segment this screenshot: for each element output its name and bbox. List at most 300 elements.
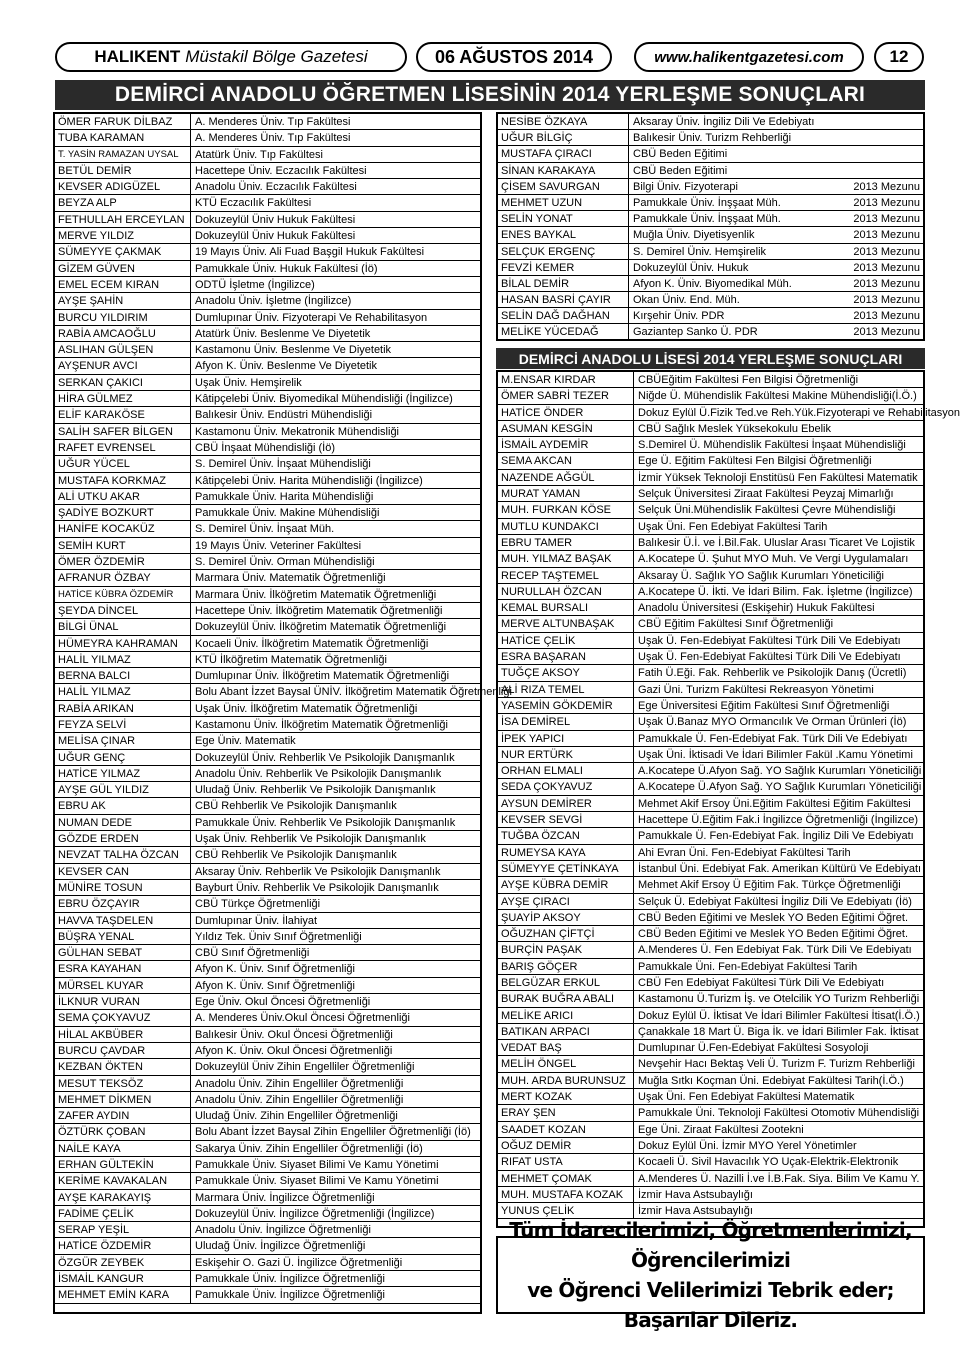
placement-school: CBÜ Rehberlik Ve Psikolojik Danışmanlık [195, 849, 397, 862]
website-link[interactable]: www.halikentgazetesi.com [654, 48, 844, 66]
table-row [498, 942, 923, 958]
student-name: EBRU AK [55, 798, 191, 813]
placement-school: Dumlupınar Ü.Fen-Edebiyat Fakültesi Sosyoloji [638, 1042, 869, 1055]
table-row [498, 682, 923, 698]
placement-school: Bayburt Üniv. Rehberlik Ve Psikolojik Danışmanlık [195, 881, 439, 894]
student-name: SELİN YONAT [498, 211, 629, 226]
placement-school: A.Kocatepe Ü.Afyon Sağ. YO Sağlık Kurumları Yöneticiliği [638, 765, 922, 778]
table-row [498, 877, 923, 893]
placement-school: 19 Mayıs Üniv. Ali Fuad Başgil Hukuk Fakültesi [195, 246, 425, 259]
placement-school: Selçuk Ü. Edebiyat Fakültesi İngiliz Dili Ve Edebiyatı (İö) [638, 895, 912, 908]
student-name: SELİN DAĞ DAĞHAN [498, 308, 629, 323]
placement-school: Anadolu Üniv. Zihin Engelliler Öğretmenliği [195, 1077, 404, 1090]
table-row [55, 473, 480, 489]
table-row [498, 502, 923, 518]
placement-school: Balıkesir Ü.İ. ve İ.Bil.Fak. Uluslar Arası Ticaret Ve Lojistik [638, 536, 915, 549]
placement-school: Dumlupınar Üniv. İlköğretim Matematik Öğretmenliği [195, 670, 450, 683]
student-name: BİLAL DEMİR [498, 276, 629, 291]
placement-school: Nevşehir Hacı Bektaş Veli Ü. Turizm F. Turizm Rehberliği [638, 1058, 915, 1071]
placement-school [629, 211, 923, 226]
student-name: EMEL ECEM KIRAN [55, 277, 191, 292]
student-name: BERNA BALCI [55, 668, 191, 683]
student-name: İLKNUR VURAN [55, 994, 191, 1009]
congratulations-line-1: Tüm İdarecilerimizi, Öğretmenlerimizi, Öğrencilerimizi [509, 1218, 912, 1272]
graduate-note: 2013 Mezunu [853, 213, 920, 226]
student-name: UĞUR GENÇ [55, 750, 191, 765]
table-row [55, 1255, 480, 1271]
placement-school: Pamukkale Ü. Fen-Edebiyat Fak. Türk Dili Ve Edebiyatı [638, 732, 908, 745]
student-name: YASEMİN GÖKDEMİR [498, 698, 634, 713]
student-name: ÇİSEM SAVURGAN [498, 179, 629, 194]
placement-school: Dokuzeylül Üniv. Rehberlik Ve Psikolojik Danışmanlık [195, 751, 455, 764]
table-row [55, 261, 480, 277]
placement-school: Uşak Üni. Fen Edebiyat Fakültesi Matematik [638, 1091, 855, 1104]
table-row [55, 1141, 480, 1157]
school-name: Aksaray Üniv. İngiliz Dili Ve Edebiyatı [633, 116, 815, 128]
student-name: MUH. ARDA BURUNSUZ [498, 1073, 634, 1088]
student-name: AYŞE KARAKAYIŞ [55, 1190, 191, 1205]
table-row [498, 324, 923, 340]
student-name: SALİH SAFER BİLGEN [55, 424, 191, 439]
student-name: SİNAN KARAKAYA [498, 163, 629, 178]
website-pill[interactable] [634, 42, 864, 72]
placement-school: S. Demirel Üniv. Orman Mühendisliği [195, 556, 375, 569]
table-row [498, 633, 923, 649]
table-row [55, 896, 480, 912]
table-row [55, 391, 480, 407]
student-name: MÜNİRE TOSUN [55, 880, 191, 895]
placement-school: S. Demirel Üniv. İnşaat Müh. [195, 523, 335, 536]
student-name: RUMEYSA KAYA [498, 845, 634, 860]
school-name: Muğla Üniv. Diyetisyenlik [633, 229, 755, 242]
table-row [55, 782, 480, 798]
placement-school: Selçuk Üni.Mühendislik Fakültesi Çevre Mühendisliği [638, 504, 896, 517]
table-row [498, 1187, 923, 1203]
student-name: BURÇİN PAŞAK [498, 942, 634, 957]
table-row [55, 163, 480, 179]
table-row [55, 1027, 480, 1043]
placement-school [629, 195, 923, 210]
table-row [498, 405, 960, 421]
placement-school: Uludağ Üniv. Zihin Engelliler Öğretmenliği [195, 1110, 398, 1123]
placement-school: Aksaray Üniv. Rehberlik Ve Psikolojik Danışmanlık [195, 865, 441, 878]
placement-school: CBÜ İnşaat Mühendisliği (İö) [195, 441, 336, 454]
placement-school: Dokuzeylül Üniv Hukuk Fakültesi [195, 230, 356, 243]
placement-school: Atatürk Üniv. Tıp Fakültesi [195, 148, 323, 161]
placement-school: Marmara Üniv. Matematik Öğretmenliği [195, 572, 386, 585]
student-name: MELİKE YÜCEDAĞ [498, 324, 629, 339]
school-name: Kırşehir Üniv. PDR [633, 310, 725, 323]
table-row [498, 179, 923, 195]
table-row [498, 1138, 923, 1154]
table-row [498, 665, 923, 681]
student-name: MUH. MUSTAFA KOZAK [498, 1187, 634, 1202]
placement-school: A.Menderes Ü. Nazilli İ.ve İ.B.Fak. Siya. Bilim Ve Kamu Y. [638, 1172, 920, 1185]
table-row [498, 1154, 923, 1170]
table-row [498, 163, 923, 179]
placement-school: Kocaeli Ü. Sivil Havacılık YO Uçak-Elektrik-Elektronik [638, 1156, 899, 1169]
student-name: VEDAT BAŞ [498, 1040, 634, 1055]
placement-school: Kocaeli Üniv. İlköğretim Matematik Öğretmenliği [195, 637, 429, 650]
table-row [498, 453, 923, 469]
table-row [55, 179, 480, 195]
table-row [498, 421, 923, 437]
student-name: NAZENDE AĞGÜL [498, 470, 634, 485]
table-row [498, 926, 923, 942]
student-name: İPEK YAPICI [498, 731, 634, 746]
placement-school: A. Menderes Üniv. Tıp Fakültesi [195, 132, 351, 145]
placement-school: Yıldız Tek. Üniv Sınıf Öğretmenliği [195, 930, 362, 943]
student-name: ŞEYDA DİNCEL [55, 603, 191, 618]
table-row [55, 424, 480, 440]
results-table-graduates [496, 112, 925, 341]
table-row [55, 652, 480, 668]
table-row [498, 910, 923, 926]
student-name: MELİH ÖNGEL [498, 1056, 634, 1071]
placement-school: Pamukkale Üniv. Siyaset Bilimi Ve Kamu Yönetimi [195, 1159, 439, 1171]
table-row [55, 880, 480, 896]
placement-school: Uşak Üniv. Hemşirelik [195, 376, 302, 389]
table-row [498, 292, 923, 308]
placement-school: Pamukkale Ü. Fen-Edebiyat Fak. İngiliz Dili Ve Edebiyatı [638, 830, 914, 843]
student-name: AYŞE GÜL YILDIZ [55, 782, 191, 797]
placement-school: Uşak Üni. İktisadi Ve İdari Bilimler Fakül .Kamu Yönetimi [638, 748, 913, 761]
placement-school: Uşak Üniv. İlköğretim Matematik Öğretmenliği [195, 702, 418, 715]
graduate-note: 2013 Mezunu [853, 294, 920, 307]
student-name: KEVSER SEVGİ [498, 812, 634, 827]
table-row [498, 568, 923, 584]
table-row [55, 847, 480, 863]
graduate-note: 2013 Mezunu [853, 229, 920, 242]
student-name: GÖZDE ERDEN [55, 831, 191, 846]
table-row [498, 519, 923, 535]
placement-school [629, 146, 923, 161]
placement-school: Aksaray Ü. Sağlık YO Sağlık Kurumları Yöneticiliği [638, 569, 884, 582]
placement-school: CBÜ Sağlık Meslek Yüksekokulu Ebelik [638, 422, 831, 435]
table-row [55, 961, 480, 977]
student-name: HATİCE ÇELİK [498, 633, 634, 648]
placement-school: Ahi Evran Üni. Fen-Edebiyat Fakültesi Tarih [638, 846, 851, 859]
placement-school: Kastamonu Üniv. Mekatronik Mühendisliği [195, 425, 399, 438]
placement-school: Kâtipçelebi Üniv. Biyomedikal Mühendisliği (İngilizce) [195, 393, 453, 406]
placement-school: Pamukkale Üni. Teknoloji Fakültesi Otomotiv Mühendisliği [638, 1107, 920, 1120]
placement-school: Eskişehir O. Gazi Ü. İngilizce Öğretmenliği [195, 1256, 403, 1269]
student-name: TUĞBA ÖZCAN [498, 828, 634, 843]
student-name: NAİLE KAYA [55, 1141, 191, 1156]
school-name: Okan Üniv. End. Müh. [633, 294, 740, 307]
student-name: ÖZGÜR ZEYBEK [55, 1255, 191, 1270]
table-row [498, 486, 923, 502]
placement-school: Ege Üniv. Okul Öncesi Öğretmenliği [195, 996, 371, 1009]
placement-school: A.Kocatepe Ü. Şuhut MYO Muh. Ve Vergi Uygulamaları [638, 553, 909, 566]
table-row [498, 1040, 923, 1056]
table-row [55, 636, 480, 652]
table-row [498, 130, 923, 146]
table-row [498, 812, 923, 828]
placement-school [629, 244, 923, 259]
placement-school: Marmara Üniv. İngilizce Öğretmenliği [195, 1191, 375, 1204]
placement-school: Uşak Ü.Banaz MYO Ormancılık Ve Orman Ürünleri (İö) [638, 716, 907, 729]
student-name: M.ENSAR KIRDAR [498, 372, 634, 387]
student-name: ÖZTÜRK ÇOBAN [55, 1124, 191, 1139]
placement-school: S. Demirel Üniv. İnşaat Mühendisliği [195, 458, 371, 471]
school-name: Dokuzeylül Üniv. Hukuk [633, 261, 749, 274]
student-name: BELGÜZAR ERKUL [498, 975, 634, 990]
student-name: RAFET EVRENSEL [55, 440, 191, 455]
masthead-pill [55, 42, 407, 72]
table-row [55, 766, 480, 782]
student-name: UĞUR BİLGİÇ [498, 130, 629, 145]
student-name: KEVSER ADIGÜZEL [55, 179, 191, 194]
table-row [498, 1122, 923, 1138]
table-row [498, 1056, 923, 1072]
student-name: NEVZAT TALHA ÖZCAN [55, 847, 191, 862]
placement-school: Selçuk Üniversitesi Ziraat Fakültesi Peyzaj Mimarlığı [638, 488, 894, 501]
student-name: RABİA ARIKAN [55, 701, 191, 716]
placement-school: Anadolu Üniv. Eczacılık Fakültesi [195, 181, 357, 194]
student-name: AFRANUR ÖZBAY [55, 570, 191, 585]
student-name: MELİKE ARICI [498, 1008, 634, 1023]
student-name: ERAY ŞEN [498, 1105, 634, 1120]
table-row [498, 779, 923, 795]
placement-school: A.Kocatepe Ü. İkti. Ve İdari Bilim. Fak. İşletme (İngilizce) [638, 585, 913, 598]
student-name: ELİF KARAKÖSE [55, 407, 191, 422]
student-name: SERAP YEŞİL [55, 1222, 191, 1237]
placement-school: Balıkesir Üniv. Okul Öncesi Öğretmenliği [195, 1028, 393, 1041]
placement-school: Ege Üniv. Matematik [195, 735, 296, 748]
placement-school: Gazi Üni. Turizm Fakültesi Rekreasyon Yönetimi [638, 683, 874, 696]
issue-date: 06 AĞUSTOS 2014 [434, 46, 594, 67]
table-row [55, 929, 480, 945]
table-row [55, 1173, 480, 1189]
table-row [55, 358, 480, 374]
placement-school: Uşak Üniv. Rehberlik Ve Psikolojik Danışmanlık [195, 833, 426, 846]
table-row [498, 828, 923, 844]
table-row [498, 975, 923, 991]
table-row [55, 277, 480, 293]
student-name: HATİCE ÖNDER [498, 405, 634, 420]
table-row [55, 619, 480, 635]
student-name: HİRA GÜLMEZ [55, 391, 191, 406]
student-name: NUMAN DEDE [55, 815, 191, 830]
placement-school [629, 276, 923, 291]
placement-school: Hacettepe Ü.Eğitim Fak.i İngilizce Öğretmenliği (İngilizce) [638, 814, 918, 827]
table-row [498, 763, 923, 779]
table-row [498, 437, 923, 453]
placement-school: Dokuzeylül Üniv. İngilizce Öğretmenliği (İngilizce) [195, 1207, 435, 1220]
placement-school: Dokuzeylül Üniv Zihin Engelliler Öğretmenliği [195, 1061, 415, 1074]
table-row [55, 1287, 480, 1303]
student-name: MEHMET EMİN KARA [55, 1287, 191, 1302]
placement-school: Pamukkale Üniv. Harita Mühendisliği [195, 490, 374, 503]
student-name: NURULLAH ÖZCAN [498, 584, 634, 599]
student-name: FEYZA SELVİ [55, 717, 191, 732]
table-row [55, 375, 480, 391]
table-row [498, 535, 923, 551]
student-name: MEHMET UZUN [498, 195, 629, 210]
student-name: BURAK BUĞRA ABALI [498, 991, 634, 1006]
placement-school: Mehmet Akif Ersoy Üni.Eğitim Fakültesi Eğitim Fakültesi [638, 797, 911, 810]
placement-school: Ege Üniversitesi Eğitim Fakültesi Sınıf Öğretmenliği [638, 699, 890, 712]
placement-school [629, 114, 923, 129]
table-row [55, 521, 480, 537]
table-row [55, 978, 480, 994]
placement-school: Kâtipçelebi Üniv. Harita Mühendisliği (İngilizce) [195, 474, 423, 487]
graduate-note: 2013 Mezunu [853, 310, 920, 323]
results-table-anadolu-lisesi [496, 370, 960, 1228]
student-name: ZAFER AYDIN [55, 1108, 191, 1123]
placement-school: Uşak Üni. Fen Edebiyat Fakültesi Tarih [638, 520, 828, 533]
student-name: SEMİH KURT [55, 538, 191, 553]
school-name: CBÜ Beden Eğitimi [633, 164, 728, 177]
student-name: GİZEM GÜVEN [55, 261, 191, 276]
student-name: ALİ UTKU AKAR [55, 489, 191, 504]
table-row [55, 798, 480, 814]
table-row [498, 146, 923, 162]
table-row [55, 293, 480, 309]
table-row [498, 211, 923, 227]
placement-school: Uşak Ü. Fen-Edebiyat Fakültesi Türk Dili Ve Edebiyatı [638, 651, 901, 664]
placement-school: Sakarya Üniv. Zihin Engelliler Öğretmenliği (İö) [195, 1142, 423, 1155]
student-name: GÜLHAN SEBAT [55, 945, 191, 960]
placement-school: Dokuz Eylül Ü.Fizik Ted.ve Reh.Yük.Fizyoterapi ve Rehabilitasyon [638, 406, 960, 419]
graduate-note: 2013 Mezunu [853, 196, 920, 209]
table-row [498, 244, 923, 260]
placement-school [629, 308, 923, 323]
student-name: KERİME KAVAKALAN [55, 1173, 191, 1188]
table-row [55, 864, 480, 880]
placement-school: Hacettepe Üniv. İlköğretim Matematik Öğretmenliği [195, 604, 443, 617]
placement-school: Afyon K. Üniv. Sınıf Öğretmenliği [195, 963, 355, 976]
student-name: AYŞE KÜBRA DEMİR [498, 877, 634, 892]
student-name: FADİME ÇELİK [55, 1206, 191, 1221]
student-name: UĞUR YÜCEL [55, 456, 191, 471]
placement-school: Bolu Abant İzzet Baysal Zihin Engelliler Öğretmenliği (İö) [195, 1126, 471, 1139]
student-name: MERVE ALTUNBAŞAK [498, 616, 634, 631]
table-row [498, 714, 923, 730]
student-name: FETHULLAH ERCEYLAN [55, 212, 191, 227]
placement-school: Uludağ Üniv. Rehberlik Ve Psikolojik Danışmanlık [195, 784, 436, 797]
placement-school: KTÜ İlköğretim Matematik Öğretmenliği [195, 653, 387, 666]
placement-school: Pamukkale Üniv. İngilizce Öğretmenliği [195, 1289, 385, 1302]
placement-school: Uşak Ü. Fen-Edebiyat Fakültesi Türk Dili Ve Edebiyatı [638, 634, 901, 647]
student-name: ERHAN GÜLTEKİN [55, 1157, 191, 1172]
student-name: SELÇUK ERGENÇ [498, 244, 629, 259]
table-row [55, 994, 480, 1010]
student-name: RECEP TAŞTEMEL [498, 568, 634, 583]
placement-school: CBÜ Eğitim Fakültesi Sınıf Öğretmenliği [638, 618, 834, 631]
student-name: KEVSER CAN [55, 864, 191, 879]
table-row [498, 796, 923, 812]
student-name: BURCU YILDIRIM [55, 310, 191, 325]
student-name: ÖMER FARUK DİLBAZ [55, 114, 191, 129]
student-name: NUR ERTÜRK [498, 747, 634, 762]
school-name: Balıkesir Üniv. Turizm Rehberliği [633, 132, 792, 145]
table-row [55, 1206, 480, 1222]
student-name: ALİ RIZA TEMEL [498, 682, 634, 697]
student-name: MERVE YILDIZ [55, 228, 191, 243]
congratulations-box [496, 1218, 925, 1332]
student-name: HATİCE KÜBRA ÖZDEMİR [55, 587, 191, 602]
graduate-note: 2013 Mezunu [853, 326, 920, 339]
table-row [498, 1089, 923, 1105]
table-row [55, 228, 480, 244]
placement-school: Pamukkale Üniv. Makine Mühendisliği [195, 507, 380, 520]
graduate-note: 2013 Mezunu [853, 277, 920, 290]
placement-school: CBÜ Sınıf Öğretmenliği [195, 947, 310, 960]
placement-school: Ege Ü. Eğitim Fakültesi Fen Bilgisi Öğretmenliği [638, 455, 872, 468]
table-row [55, 440, 480, 456]
date-pill [416, 42, 612, 72]
placement-school: CBÜ Beden Eğitimi ve Meslek YO Beden Eğitimi Öğret. [638, 928, 909, 941]
placement-school [629, 227, 923, 242]
table-row [498, 991, 923, 1007]
graduate-note: 2013 Mezunu [853, 245, 920, 258]
student-name: HAVVA TAŞDELEN [55, 913, 191, 928]
placement-school: ODTÜ İşletme (İngilizce) [195, 278, 315, 291]
table-row [498, 308, 923, 324]
placement-school: Anadolu Üniv. Rehberlik Ve Psikolojik Danışmanlık [195, 767, 442, 780]
results-table-left [53, 112, 512, 1314]
student-name: RABİA AMCAOĞLU [55, 326, 191, 341]
table-row [55, 913, 480, 929]
student-name: HALİL YILMAZ [55, 684, 191, 699]
student-name: ENES BAYKAL [498, 227, 629, 242]
placement-school: Balıkesir Üniv. Endüstri Mühendisliği [195, 409, 373, 422]
tagline: Müstakil Bölge Gazetesi [185, 47, 368, 66]
school-name: Pamukkale Üniv. İnşşaat Müh. [633, 196, 781, 209]
student-name: MESUT TEKSÖZ [55, 1076, 191, 1091]
table-row [55, 717, 480, 733]
table-row [498, 1105, 923, 1121]
placement-school: Pamukkale Üniv. Siyaset Bilimi Ve Kamu Yönetimi [195, 1175, 439, 1188]
student-name: BÜŞRA YENAL [55, 929, 191, 944]
student-name: OĞUZ DEMİR [498, 1138, 634, 1153]
table-row [498, 1171, 923, 1187]
placement-school: A. Menderes Üniv. Tıp Fakültesi [195, 116, 351, 128]
student-name: TUBA KARAMAN [55, 130, 191, 145]
student-name: ASUMAN KESGİN [498, 421, 634, 436]
student-name: NESİBE ÖZKAYA [498, 114, 629, 129]
student-name: ÖMER ÖZDEMİR [55, 554, 191, 569]
sub-title: DEMİRCİ ANADOLU LİSESİ 2014 YERLEŞME SONUÇLARI [496, 348, 925, 369]
table-row [498, 1073, 923, 1089]
student-name: AYŞENUR AVCI [55, 358, 191, 373]
placement-school: Afyon K. Üniv. Sınıf Öğretmenliği [195, 979, 355, 992]
student-name: MUH. FURKAN KÖSE [498, 502, 634, 517]
table-row [55, 326, 480, 342]
table-row [55, 1092, 480, 1108]
placement-school: Dumlupınar Üniv. İlahiyat [195, 914, 318, 927]
table-row [55, 1190, 480, 1206]
placement-school: Kastamonu Üniv. Beslenme Ve Diyetetik [195, 344, 392, 357]
student-name: SÜMEYYE ÇETİNKAYA [498, 861, 634, 876]
table-row [498, 470, 923, 486]
table-row [55, 310, 480, 326]
placement-school: Anadolu Üniversitesi (Eskişehir) Hukuk Fakültesi [638, 602, 875, 615]
student-name: MÜRSEL KUYAR [55, 978, 191, 993]
table-row [498, 600, 923, 616]
placement-school [629, 324, 923, 339]
page-number-pill [874, 42, 924, 72]
placement-school: CBÜ Rehberlik Ve Psikolojik Danışmanlık [195, 800, 397, 813]
student-name: MERT KOZAK [498, 1089, 634, 1104]
placement-school: Çanakkale 18 Mart Ü. Biga İk. ve İdari Bilimler Fak. İktisat [638, 1025, 919, 1038]
student-name: FEVZİ KEMER [498, 260, 629, 275]
placement-school: Kastamonu Üniv. İlköğretim Matematik Öğretmenliği [195, 718, 448, 731]
school-name: Gaziantep Sanko Ü. PDR [633, 326, 758, 339]
placement-school: Dokuzeylül Üniv. İlköğretim Matematik Öğretmenliği [195, 621, 447, 634]
